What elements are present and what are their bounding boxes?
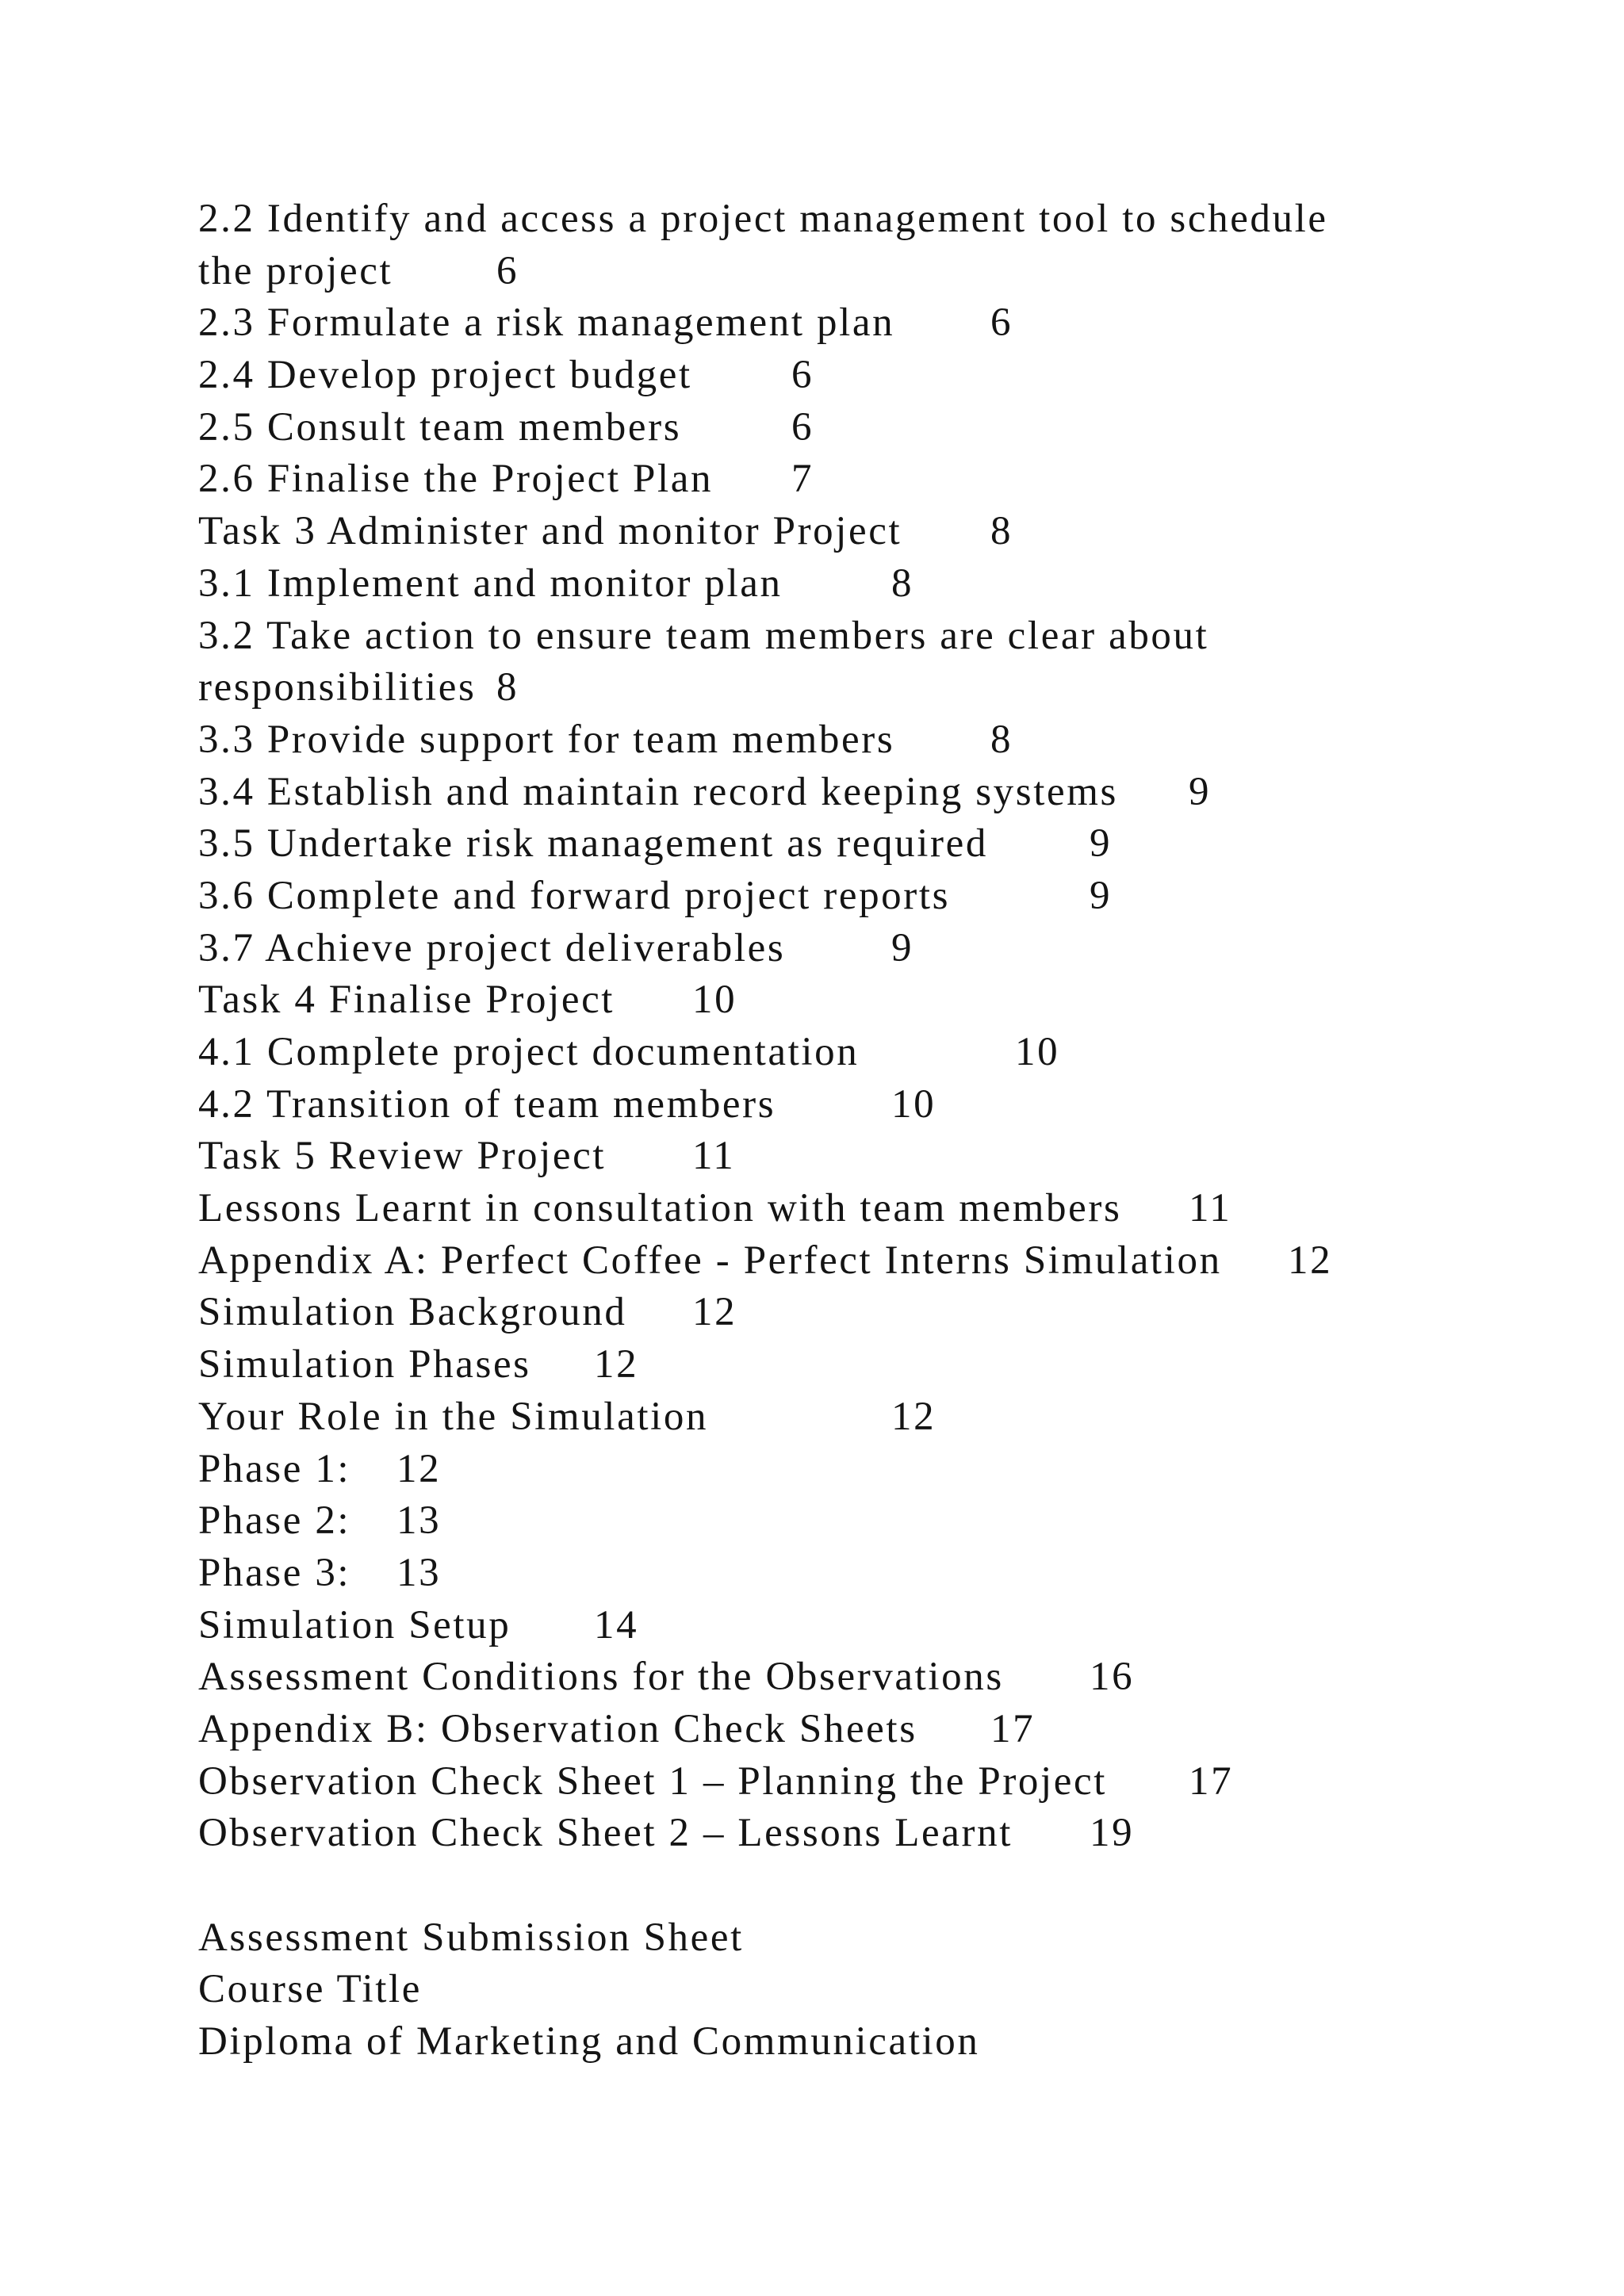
toc-page-number: 17: [990, 1706, 1036, 1751]
toc-entry: [198, 818, 1467, 871]
toc-entry: [198, 1235, 1467, 1288]
toc-page-number: 14: [594, 1602, 639, 1647]
toc-entry-text: Task 5 Review Project: [198, 1134, 607, 1179]
toc-entry-text: 2.3 Formulate a risk management plan: [198, 300, 895, 346]
toc-entry-text: Observation Check Sheet 2 – Lessons Learnt: [198, 1811, 1013, 1856]
toc-entry: [198, 193, 1467, 246]
toc-page-number: 16: [1090, 1655, 1135, 1700]
toc-page-number: 12: [396, 1446, 442, 1491]
toc-entry-text: 2.6 Finalise the Project Plan: [198, 457, 714, 502]
toc-entry: [198, 1131, 1467, 1183]
table-of-contents: [198, 193, 1467, 1860]
blank-line: [198, 1860, 1467, 1912]
toc-page-number: 10: [891, 1081, 936, 1127]
toc-entry-text: 2.2 Identify and access a project management tool to schedule: [198, 197, 1328, 241]
toc-page-number: 7: [791, 457, 814, 502]
toc-entry: [198, 558, 1467, 610]
document-content: [198, 193, 1467, 2068]
toc-entry-text: Simulation Phases: [198, 1342, 531, 1387]
toc-entry: [198, 610, 1467, 663]
toc-page-number: 12: [692, 1290, 737, 1335]
toc-entry: [198, 1183, 1467, 1235]
toc-page-number: 6: [990, 300, 1013, 346]
toc-entry-text: 3.6 Complete and forward project reports: [198, 873, 951, 918]
toc-entry-text: Task 3 Administer and monitor Project: [198, 509, 902, 554]
submission-section: [198, 1912, 1467, 2068]
toc-entry-text: Simulation Setup: [198, 1602, 511, 1647]
toc-page-number: 8: [990, 509, 1013, 554]
toc-entry-text: Phase 3:: [198, 1550, 351, 1595]
toc-entry: [198, 1808, 1467, 1860]
toc-page-number: 9: [1189, 769, 1212, 814]
toc-page-number: 6: [791, 353, 814, 398]
toc-entry-text: Observation Check Sheet 1 – Planning the Project: [198, 1758, 1108, 1804]
toc-entry: [198, 1548, 1467, 1600]
toc-entry: [198, 297, 1467, 350]
toc-entry-text: Lessons Learnt in consultation with team members: [198, 1186, 1122, 1231]
toc-page-number: 10: [692, 978, 737, 1023]
toc-entry-text: Appendix B: Observation Check Sheets: [198, 1706, 917, 1751]
toc-page-number: 8: [891, 561, 914, 606]
toc-entry: [198, 1444, 1467, 1496]
toc-page-number: 12: [594, 1342, 639, 1387]
toc-entry: [198, 1704, 1467, 1756]
toc-entry: [198, 350, 1467, 402]
toc-entry: [198, 871, 1467, 923]
toc-entry-text: 4.2 Transition of team members: [198, 1081, 776, 1127]
toc-entry-text: the project: [198, 248, 393, 293]
toc-entry: [198, 1600, 1467, 1652]
toc-entry: [198, 767, 1467, 819]
toc-entry: [198, 1756, 1467, 1808]
toc-page-number: 9: [1090, 873, 1113, 918]
toc-entry: [198, 453, 1467, 506]
toc-page-number: 8: [496, 665, 519, 710]
toc-page-number: 12: [1288, 1238, 1333, 1283]
toc-entry-text: Appendix A: Perfect Coffee - Perfect Interns Simulation: [198, 1238, 1222, 1283]
toc-page-number: 8: [990, 717, 1013, 762]
toc-entry-text: Task 4 Finalise Project: [198, 978, 615, 1023]
toc-entry-text: Phase 1:: [198, 1446, 351, 1491]
toc-page-number: 19: [1090, 1811, 1135, 1856]
toc-entry: [198, 246, 1467, 298]
toc-entry-text: Phase 2:: [198, 1498, 351, 1544]
toc-entry: [198, 1391, 1467, 1444]
toc-entry: [198, 923, 1467, 975]
toc-entry: [198, 662, 1467, 714]
toc-page-number: 11: [692, 1134, 736, 1179]
toc-entry-text: 3.3 Provide support for team members: [198, 717, 895, 762]
course-title-label: Course Title: [198, 1967, 423, 2012]
toc-entry-text: Assessment Conditions for the Observations: [198, 1655, 1004, 1700]
toc-page-number: 13: [396, 1550, 442, 1595]
toc-entry-text: responsibilities: [198, 665, 477, 710]
toc-page-number: 6: [496, 248, 519, 293]
toc-entry-text: Your Role in the Simulation: [198, 1394, 709, 1439]
toc-page-number: 11: [1189, 1186, 1232, 1231]
toc-entry-text: 3.5 Undertake risk management as required: [198, 821, 988, 867]
toc-entry-text: Simulation Background: [198, 1290, 627, 1335]
toc-page-number: 9: [891, 925, 914, 970]
toc-page-number: 10: [1015, 1030, 1060, 1074]
toc-entry: [198, 1027, 1467, 1079]
toc-page-number: 12: [891, 1394, 936, 1439]
toc-entry: [198, 714, 1467, 767]
toc-entry-text: 3.2 Take action to ensure team members are clear about: [198, 613, 1209, 658]
toc-entry: [198, 1287, 1467, 1339]
toc-entry-text: 3.7 Achieve project deliverables: [198, 925, 786, 970]
toc-entry: [198, 1495, 1467, 1548]
toc-entry: [198, 1079, 1467, 1131]
toc-entry: [198, 1339, 1467, 1391]
toc-entry: [198, 506, 1467, 558]
toc-entry: [198, 974, 1467, 1027]
toc-entry-text: 4.1 Complete project documentation: [198, 1030, 860, 1074]
toc-page-number: 9: [1090, 821, 1113, 867]
toc-entry-text: 2.4 Develop project budget: [198, 353, 692, 398]
toc-entry-text: 3.1 Implement and monitor plan: [198, 561, 783, 606]
toc-entry: [198, 1651, 1467, 1704]
course-title-value: Diploma of Marketing and Communication: [198, 2019, 980, 2064]
toc-page-number: 13: [396, 1498, 442, 1544]
toc-page-number: 17: [1189, 1758, 1234, 1804]
toc-entry-text: 2.5 Consult team members: [198, 404, 682, 450]
toc-page-number: 6: [791, 404, 814, 450]
submission-heading: Assessment Submission Sheet: [198, 1915, 744, 1960]
toc-entry: [198, 402, 1467, 454]
toc-entry-text: 3.4 Establish and maintain record keeping systems: [198, 769, 1118, 814]
